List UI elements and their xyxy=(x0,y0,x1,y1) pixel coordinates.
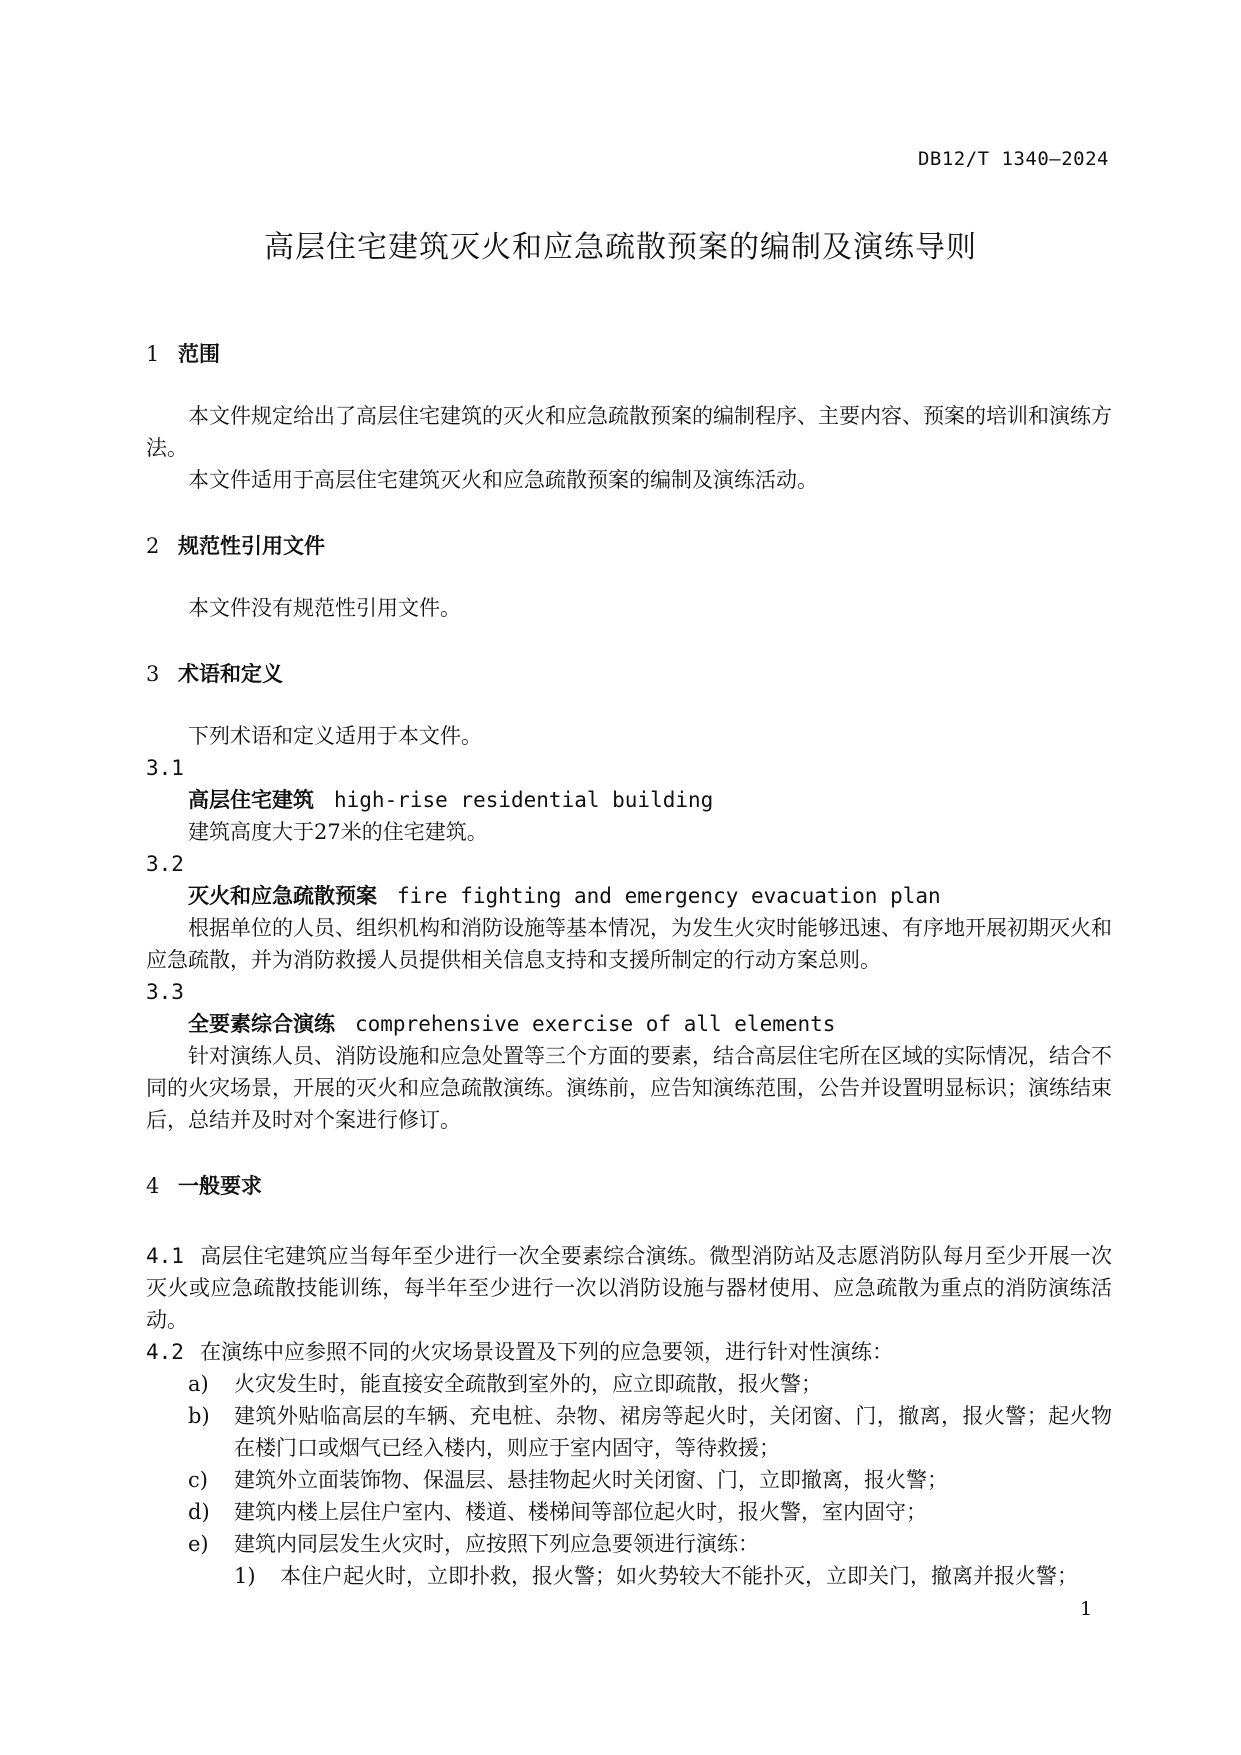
term-en: high-rise residential building xyxy=(334,788,714,812)
list-marker: e) xyxy=(188,1532,209,1556)
section-number: 3 xyxy=(146,662,160,686)
list-text: 本住户起火时，立即扑救，报火警；如火势较大不能扑灭，立即关门，撤离并报火警； xyxy=(280,1564,1078,1588)
section-1-heading xyxy=(146,338,220,368)
clause-number: 4.1 xyxy=(146,1244,184,1268)
standard-code: DB12/T 1340—2024 xyxy=(917,148,1109,170)
list-marker: c) xyxy=(188,1468,208,1492)
term-number: 3.2 xyxy=(146,852,184,876)
term-definition: 针对演练人员、消防设施和应急处置等三个方面的要素，结合高层住宅所在区域的实际情况，结合不同的火灾场景，开展的灭火和应急疏散演练。演练前，应告知演练范围，公告并设置明显标识；演练结束后，总结并及时对个案进行修订。 xyxy=(146,1044,1112,1132)
term-heading xyxy=(188,1008,835,1040)
clause-4-2 xyxy=(146,1336,893,1368)
list-text: 建筑内同层发生火灾时，应按照下列应急要领进行演练： xyxy=(234,1532,759,1556)
paragraph: 本文件规定给出了高层住宅建筑的灭火和应急疏散预案的编制程序、主要内容、预案的培训和演练方法。 xyxy=(146,404,1112,460)
section-3-heading xyxy=(146,658,283,688)
term-zh: 高层住宅建筑 xyxy=(188,788,314,812)
term-en: fire fighting and emergency evacuation plan xyxy=(397,884,941,908)
term-definition: 建筑高度大于27米的住宅建筑。 xyxy=(188,820,488,844)
term-en: comprehensive exercise of all elements xyxy=(355,1012,836,1036)
term-heading xyxy=(188,880,941,912)
paragraph: 本文件适用于高层住宅建筑灭火和应急疏散预案的编制及演练活动。 xyxy=(188,468,818,492)
section-number: 1 xyxy=(146,342,160,366)
page-number: 1 xyxy=(1080,1598,1093,1620)
term-zh: 灭火和应急疏散预案 xyxy=(188,884,377,908)
document-title: 高层住宅建筑灭火和应急疏散预案的编制及演练导则 xyxy=(264,230,977,265)
list-text: 火灾发生时，能直接安全疏散到室外的，应立即疏散，报火警； xyxy=(234,1372,822,1396)
section-4-heading xyxy=(146,1170,262,1200)
clause-number: 4.2 xyxy=(146,1340,184,1364)
list-text: 建筑外贴临高层的车辆、充电桩、杂物、裙房等起火时，关闭窗、门，撤离，报火警；起火物在楼门口或烟气已经入楼内，则应于室内固守，等待救援； xyxy=(234,1404,1112,1460)
list-item xyxy=(188,1528,1112,1560)
paragraph: 下列术语和定义适用于本文件。 xyxy=(188,724,482,748)
term-heading xyxy=(188,784,713,816)
list-item xyxy=(188,1464,1112,1496)
term-zh: 全要素综合演练 xyxy=(188,1012,335,1036)
clause-text: 在演练中应参照不同的火灾场景设置及下列的应急要领，进行针对性演练： xyxy=(200,1340,893,1364)
list-item xyxy=(188,1400,1112,1464)
list-marker: b) xyxy=(188,1404,210,1428)
term-number: 3.1 xyxy=(146,756,184,780)
term-definition: 根据单位的人员、组织机构和消防设施等基本情况，为发生火灾时能够迅速、有序地开展初期灭火和应急疏散，并为消防救援人员提供相关信息支持和支援所制定的行动方案总则。 xyxy=(146,916,1112,972)
list-marker: a) xyxy=(188,1372,209,1396)
section-title: 术语和定义 xyxy=(178,661,283,686)
list-text: 建筑外立面装饰物、保温层、悬挂物起火时关闭窗、门，立即撤离，报火警； xyxy=(234,1468,948,1492)
section-number: 2 xyxy=(146,534,160,558)
paragraph: 本文件没有规范性引用文件。 xyxy=(188,596,461,620)
sub-list-item xyxy=(234,1560,1112,1592)
list-item xyxy=(188,1496,1112,1528)
term-number: 3.3 xyxy=(146,980,184,1004)
list-text: 建筑内楼上层住户室内、楼道、楼梯间等部位起火时，报火警，室内固守； xyxy=(234,1500,927,1524)
section-title: 范围 xyxy=(178,341,220,366)
section-title: 规范性引用文件 xyxy=(178,533,325,558)
list-marker: 1) xyxy=(234,1564,256,1588)
clause-4-1 xyxy=(146,1240,1112,1336)
list-item xyxy=(188,1368,1112,1400)
list-marker: d) xyxy=(188,1500,210,1524)
section-2-heading xyxy=(146,530,325,560)
section-number: 4 xyxy=(146,1174,160,1198)
section-title: 一般要求 xyxy=(178,1173,262,1198)
clause-text: 高层住宅建筑应当每年至少进行一次全要素综合演练。微型消防站及志愿消防队每月至少开展一次灭火或应急疏散技能训练，每半年至少进行一次以消防设施与器材使用、应急疏散为重点的消防演练活动。 xyxy=(146,1244,1112,1332)
